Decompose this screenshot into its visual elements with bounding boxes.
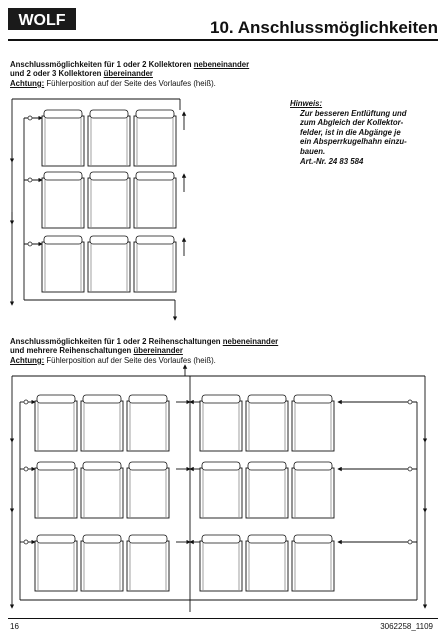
- note-line: zum Abgleich der Kollektor-: [300, 118, 404, 128]
- note-line: felder, ist in die Abgänge je: [300, 127, 401, 137]
- sensor-icon: [28, 116, 32, 246]
- footer-rule: [8, 618, 438, 619]
- note-line: Zur besseren Entlüftung und: [300, 108, 407, 118]
- collector-bank-left: [35, 395, 169, 591]
- section1-line1: Anschlussmöglichkeiten für 1 oder 2 Kollektoren nebeneinander: [10, 60, 250, 69]
- diagram-1: [12, 99, 184, 320]
- page-number: 16: [10, 622, 19, 631]
- section2-warning: Achtung: Fühlerposition auf der Seite des Vorlaufes (heiß).: [10, 355, 216, 365]
- note-heading: Hinweis:: [290, 99, 323, 108]
- section1-warning: Achtung: Fühlerposition auf der Seite des Vorlaufes (heiß).: [10, 78, 216, 88]
- logo-text: WOLF: [18, 12, 66, 29]
- document-number: 3062258_1109: [380, 622, 433, 631]
- collector-row: [42, 172, 176, 228]
- note-line: ein Absperrkugelhahn einzu-: [300, 137, 407, 147]
- page-title: 10. Anschlussmöglichkeiten: [210, 18, 438, 37]
- collector-row: [42, 236, 176, 292]
- section2-line2: und mehrere Reihenschaltungen übereinander: [10, 346, 183, 356]
- note-line: Art.-Nr. 24 83 584: [300, 156, 364, 166]
- section2-line1: Anschlussmöglichkeiten für 1 oder 2 Reihenschaltungen nebeneinander: [10, 337, 279, 346]
- note-line: bauen.: [300, 146, 326, 156]
- collector-bank-right: [200, 395, 334, 591]
- collector-row: [42, 110, 176, 166]
- diagram-2: [12, 365, 425, 612]
- section1-line2: und 2 oder 3 Kollektoren übereinander: [10, 69, 153, 79]
